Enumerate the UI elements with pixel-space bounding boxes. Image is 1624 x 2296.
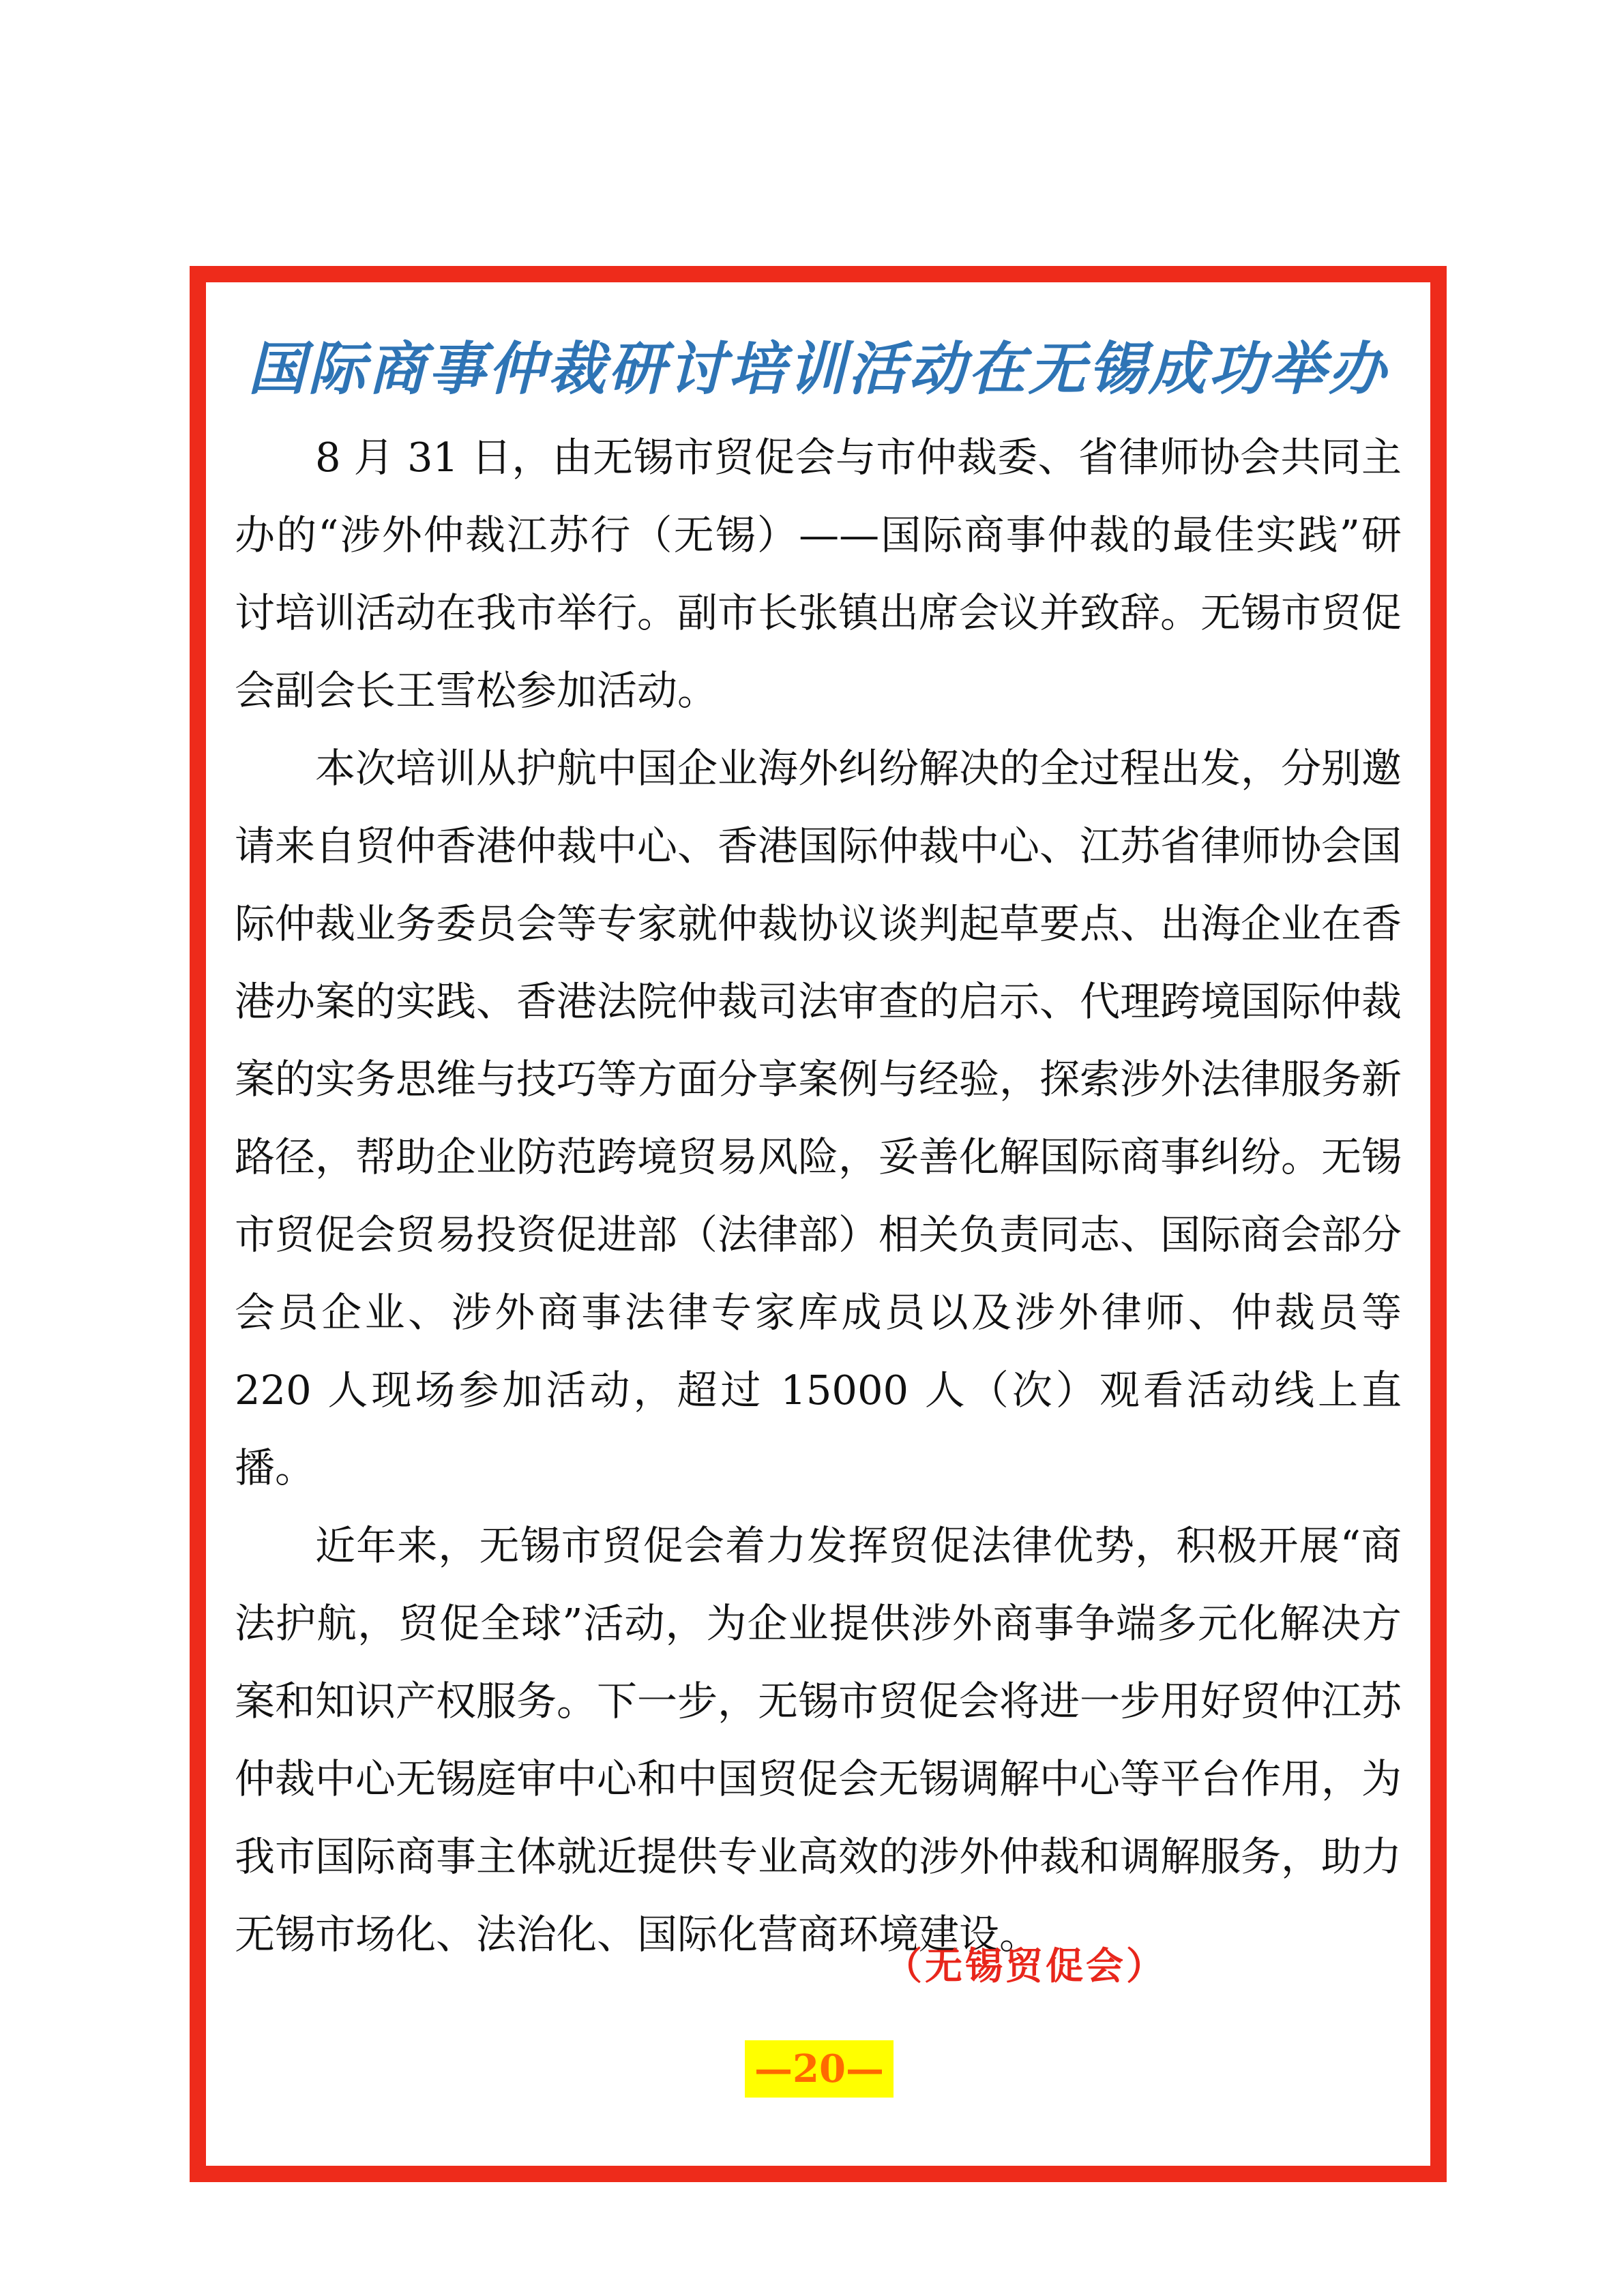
- article-body: [235, 419, 1402, 1973]
- page-frame: [190, 266, 1447, 2182]
- article-paragraph-3: 近年来，无锡市贸促会着力发挥贸促法律优势，积极开展“商法护航，贸促全球”活动，为企业提供涉外商事争端多元化解决方案和知识产权服务。下一步，无锡市贸促会将进一步用好贸仲江苏仲裁中心无锡庭审中心和中国贸促会无锡调解中心等平台作用，为我市国际商事主体就近提供专业高效的涉外仲裁和调解服务，助力无锡市场化、法治化、国际化营商环境建设。: [235, 1522, 1402, 1958]
- article-source: （无锡贸促会）: [885, 1943, 1167, 1988]
- article-title: 国际商事仲裁研讨培训活动在无锡成功举办: [248, 335, 1389, 402]
- page-number: —20—: [745, 2040, 894, 2098]
- article-paragraph-2: 本次培训从护航中国企业海外纠纷解决的全过程出发，分别邀请来自贸仲香港仲裁中心、香港国际仲裁中心、江苏省律师协会国际仲裁业务委员会等专家就仲裁协议谈判起草要点、出海企业在香港办案的实践、香港法院仲裁司法审查的启示、代理跨境国际仲裁案的实务思维与技巧等方面分享案例与经验，探索涉外法律服务新路径，帮助企业防范跨境贸易风险，妥善化解国际商事纠纷。无锡市贸促会贸易投资促进部（法律部）相关负责同志、国际商会部分会员企业、涉外商事法律专家库成员以及涉外律师、仲裁员等 220 人现场参加活动，超过 15000 人（次）观看活动线上直播。: [235, 745, 1402, 1491]
- article-paragraph-1: 8 月 31 日，由无锡市贸促会与市仲裁委、省律师协会共同主办的“涉外仲裁江苏行（无锡）——国际商事仲裁的最佳实践”研讨培训活动在我市举行。副市长张镇出席会议并致辞。无锡市贸促会副会长王雪松参加活动。: [235, 434, 1402, 714]
